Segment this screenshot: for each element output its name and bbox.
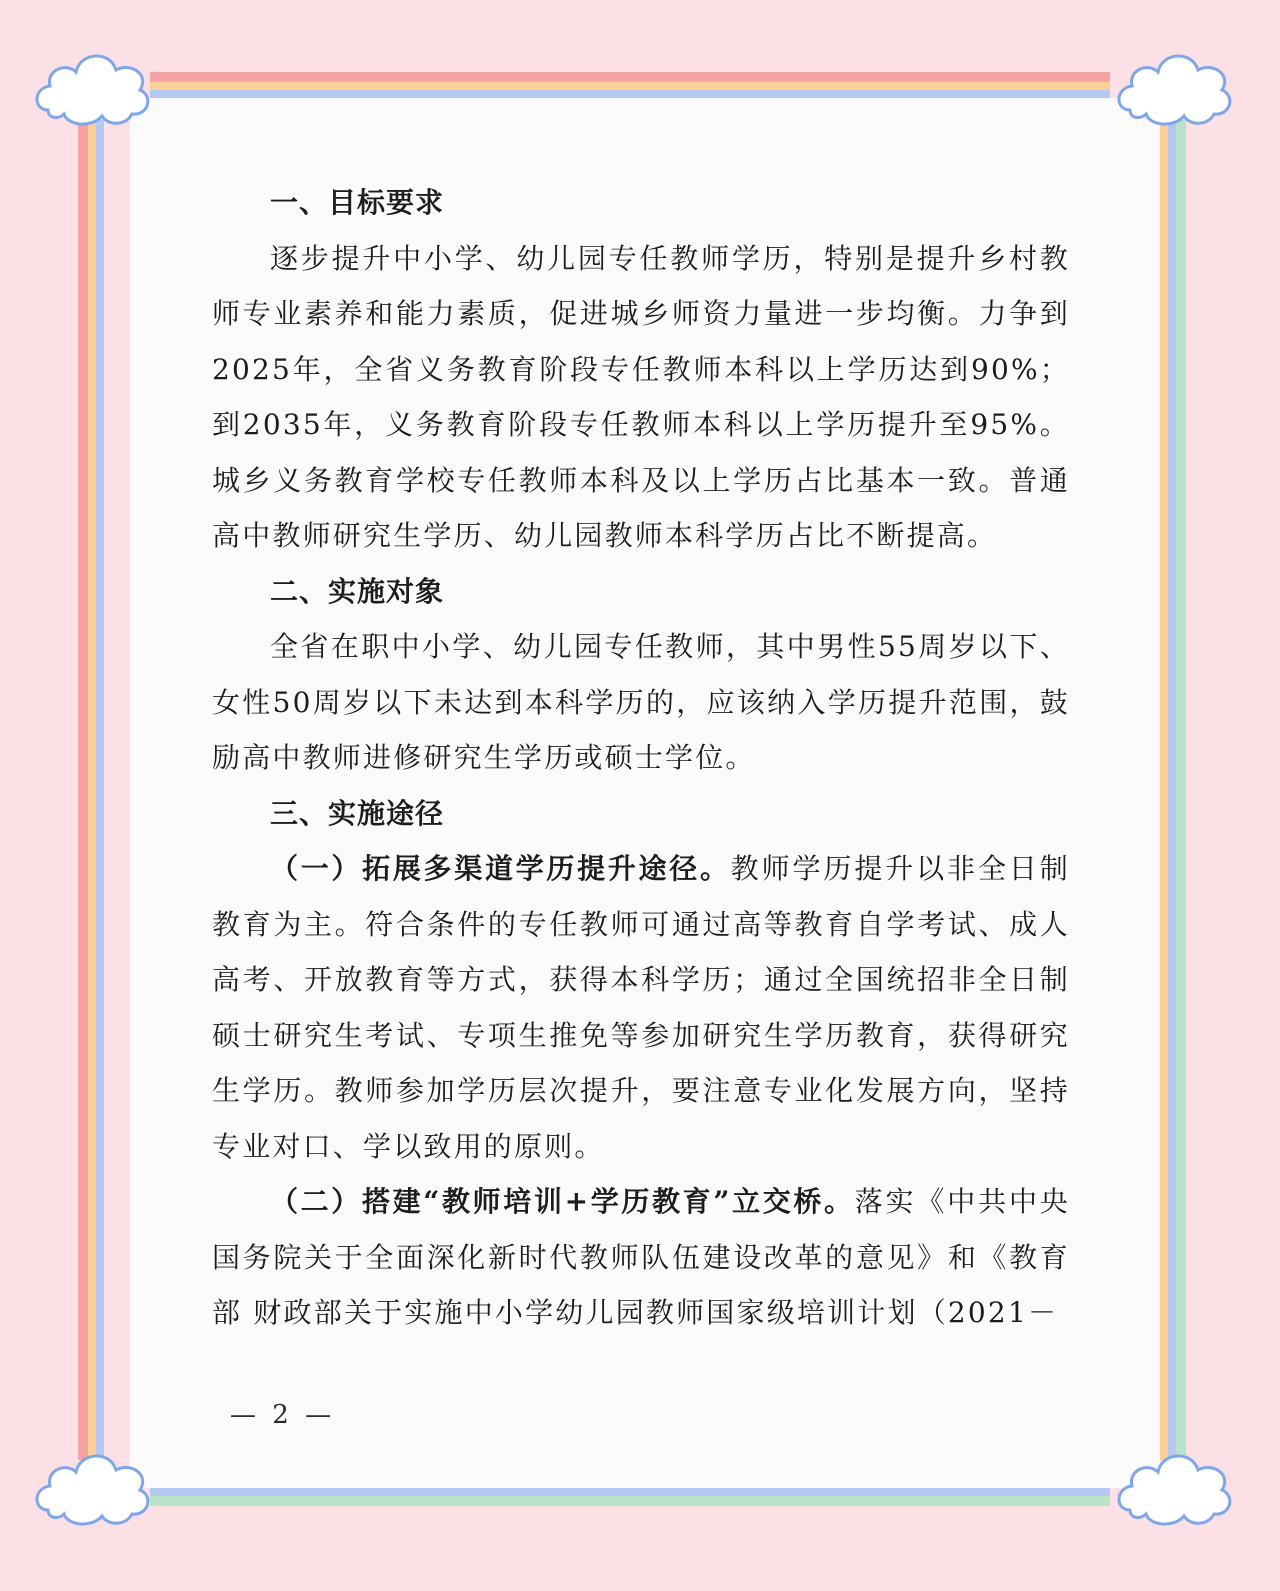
cloud-top-right-icon — [1110, 40, 1240, 130]
bottom-stripe-green — [150, 1496, 1110, 1506]
cloud-top-left-icon — [28, 40, 158, 130]
section-paragraph: 全省在职中小学、幼儿园专任教师，其中男性55周岁以下、女性50周岁以下未达到本科学历的，应该纳入学历提升范围，鼓励高中教师进修研究生学历或硕士学位。 — [212, 630, 1070, 774]
section-heading: 二、实施对象 — [270, 574, 445, 608]
top-stripe-red — [150, 72, 1110, 82]
document-body — [212, 175, 1070, 1341]
subsection-paragraph — [212, 841, 1070, 1174]
subsection-body: 落实《中共中央国务院关于全面深化新时代教师队伍建设改革的意见》和《教育部 财政部关于实施中小学幼儿园教师国家级培训计划（2021－ — [212, 1185, 1070, 1329]
left-stripe-red — [78, 120, 88, 1460]
left-stripe-orange — [88, 120, 96, 1460]
cloud-bottom-left-icon — [28, 1440, 158, 1530]
right-stripe-orange — [1160, 120, 1168, 1460]
left-stripe-blue — [96, 120, 104, 1460]
top-stripe-orange — [150, 82, 1110, 90]
section-heading: 一、目标要求 — [270, 186, 445, 219]
page-number: — 2 — — [230, 1400, 336, 1430]
subsection-paragraph — [212, 1174, 1070, 1341]
cloud-bottom-right-icon — [1110, 1440, 1240, 1530]
right-stripe-green — [1176, 120, 1186, 1460]
right-stripe-blue — [1168, 120, 1176, 1460]
section-paragraph: 逐步提升中小学、幼儿园专任教师学历，特别是提升乡村教师专业素养和能力素质，促进城乡师资力量进一步均衡。力争到2025年，全省义务教育阶段专任教师本科以上学历达到90%；到2035年，义务教育阶段专任教师本科以上学历提升至95%。城乡义务教育学校专任教师本科及以上学历占比基本一致。普通高中教师研究生学历、幼儿园教师本科学历占比不断提高。 — [212, 241, 1070, 552]
section-heading: 三、实施途径 — [270, 796, 445, 830]
subsection-title: （二）搭建“教师培训+学历教育”立交桥。 — [270, 1185, 855, 1218]
top-stripe-blue — [150, 90, 1110, 98]
subsection-title: （一）拓展多渠道学历提升途径。 — [270, 852, 731, 885]
subsection-body: 教师学历提升以非全日制教育为主。符合条件的专任教师可通过高等教育自学考试、成人高考、开放教育等方式，获得本科学历；通过全国统招非全日制硕士研究生考试、专项生推免等参加研究生学历教育，获得研究生学历。教师参加学历层次提升，要注意专业化发展方向，坚持专业对口、学以致用的原则。 — [212, 852, 1070, 1163]
bottom-stripe-blue — [150, 1488, 1110, 1496]
